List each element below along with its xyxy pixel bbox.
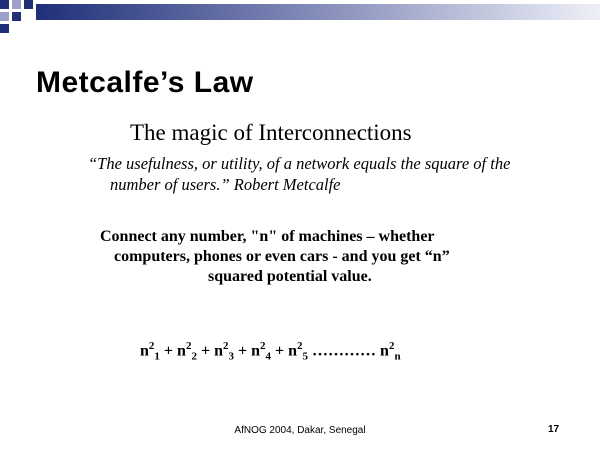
formula-ellipsis: ………… xyxy=(308,342,381,360)
formula-plus: + xyxy=(196,342,215,360)
metcalfe-quote: “The usefulness, or utility, of a network equals the square of the number of users.” Robert Metcalfe xyxy=(88,154,511,194)
slide-subtitle: The magic of Interconnections xyxy=(130,120,412,145)
formula-base: n xyxy=(251,342,260,360)
formula-subscript: n xyxy=(394,350,401,363)
slide-title: Metcalfe’s Law xyxy=(36,66,254,99)
header-decoration xyxy=(0,0,600,40)
connect-line-2: computers, phones or even cars - and you get “n” xyxy=(114,248,450,265)
formula-subscript: 2 xyxy=(191,350,197,363)
formula-subscript: 5 xyxy=(302,350,309,363)
formula-exponent: 2 xyxy=(222,340,229,352)
formula-subscript: 4 xyxy=(265,350,271,363)
formula-base: n xyxy=(177,342,186,360)
slide-footer: AfNOG 2004, Dakar, Senegal xyxy=(234,425,366,436)
formula-exponent: 2 xyxy=(260,340,266,352)
page-number: 17 xyxy=(548,424,560,435)
formula-exponent: 2 xyxy=(297,340,303,352)
formula-base: n xyxy=(288,342,298,360)
formula-subscript: 3 xyxy=(228,350,234,363)
metcalfe-formula xyxy=(140,340,401,363)
formula-subscript: 1 xyxy=(154,350,160,363)
connect-line-1: Connect any number, "n" of machines – whether xyxy=(100,228,435,245)
formula-base: n xyxy=(140,342,149,360)
formula-plus: + xyxy=(233,342,252,360)
formula-plus: + xyxy=(159,342,178,360)
formula-base: n xyxy=(214,342,223,360)
formula-plus: + xyxy=(271,342,289,360)
formula-exponent: 2 xyxy=(148,340,155,352)
formula-base: n xyxy=(380,342,389,360)
connect-paragraph xyxy=(100,227,540,287)
formula-exponent: 2 xyxy=(388,340,395,352)
formula-exponent: 2 xyxy=(185,340,192,352)
connect-line-3: squared potential value. xyxy=(208,268,372,285)
